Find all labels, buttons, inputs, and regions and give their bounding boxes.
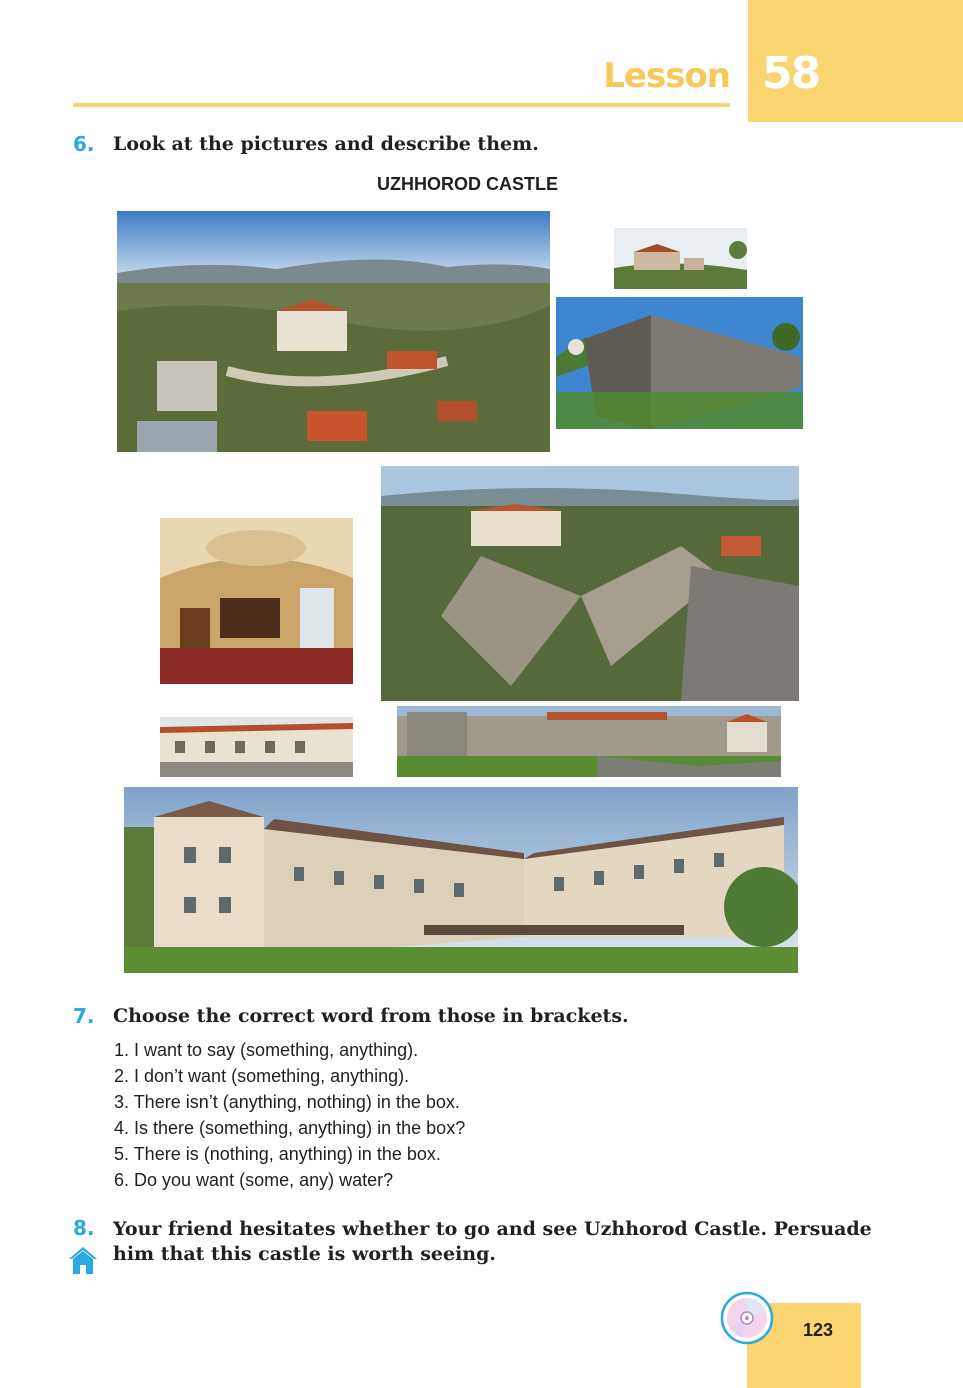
castle-facade-panorama-photo [124, 787, 798, 973]
list-item: 4. Is there (something, anything) in the box? [114, 1118, 466, 1138]
exercise-6-number: 6. [73, 132, 95, 156]
header-rule [73, 103, 730, 107]
courtyard-photo [160, 717, 353, 777]
exercise-8-instruction: Your friend hesitates whether to go and see Uzhhorod Castle. Persuade him that this castle is worth seeing. [113, 1218, 872, 1265]
exercise-7-number: 7. [73, 1004, 95, 1028]
lesson-number-box [748, 0, 963, 122]
list-item: 1. I want to say (something, anything). [114, 1040, 419, 1060]
list-item: 6. Do you want (some, any) water? [114, 1170, 394, 1190]
exercise-6-instruction: Look at the pictures and describe them. [113, 133, 539, 155]
aerial-fortress-photo [381, 466, 799, 701]
home-icon [67, 1244, 99, 1276]
page-number: 123 [803, 1320, 834, 1340]
list-item: 5. There is (nothing, anything) in the box. [114, 1144, 441, 1164]
cd-icon [720, 1291, 774, 1345]
exercise-8-number: 8. [73, 1216, 95, 1240]
exercise-7-list [114, 1037, 465, 1193]
lesson-label: Lesson [603, 56, 730, 96]
fortress-walls-panorama-photo [397, 706, 781, 777]
bastion-wall-photo [556, 297, 803, 429]
list-item: 3. There isn’t (anything, nothing) in the box. [114, 1092, 460, 1112]
photo-caption: UZHHOROD CASTLE [377, 174, 558, 194]
castle-on-hill-photo [614, 228, 747, 289]
aerial-city-view-photo [117, 211, 550, 452]
interior-hall-photo [160, 518, 353, 684]
list-item: 2. I don’t want (something, anything). [114, 1066, 410, 1086]
lesson-number: 58 [762, 48, 820, 99]
exercise-7-instruction: Choose the correct word from those in brackets. [113, 1005, 629, 1027]
